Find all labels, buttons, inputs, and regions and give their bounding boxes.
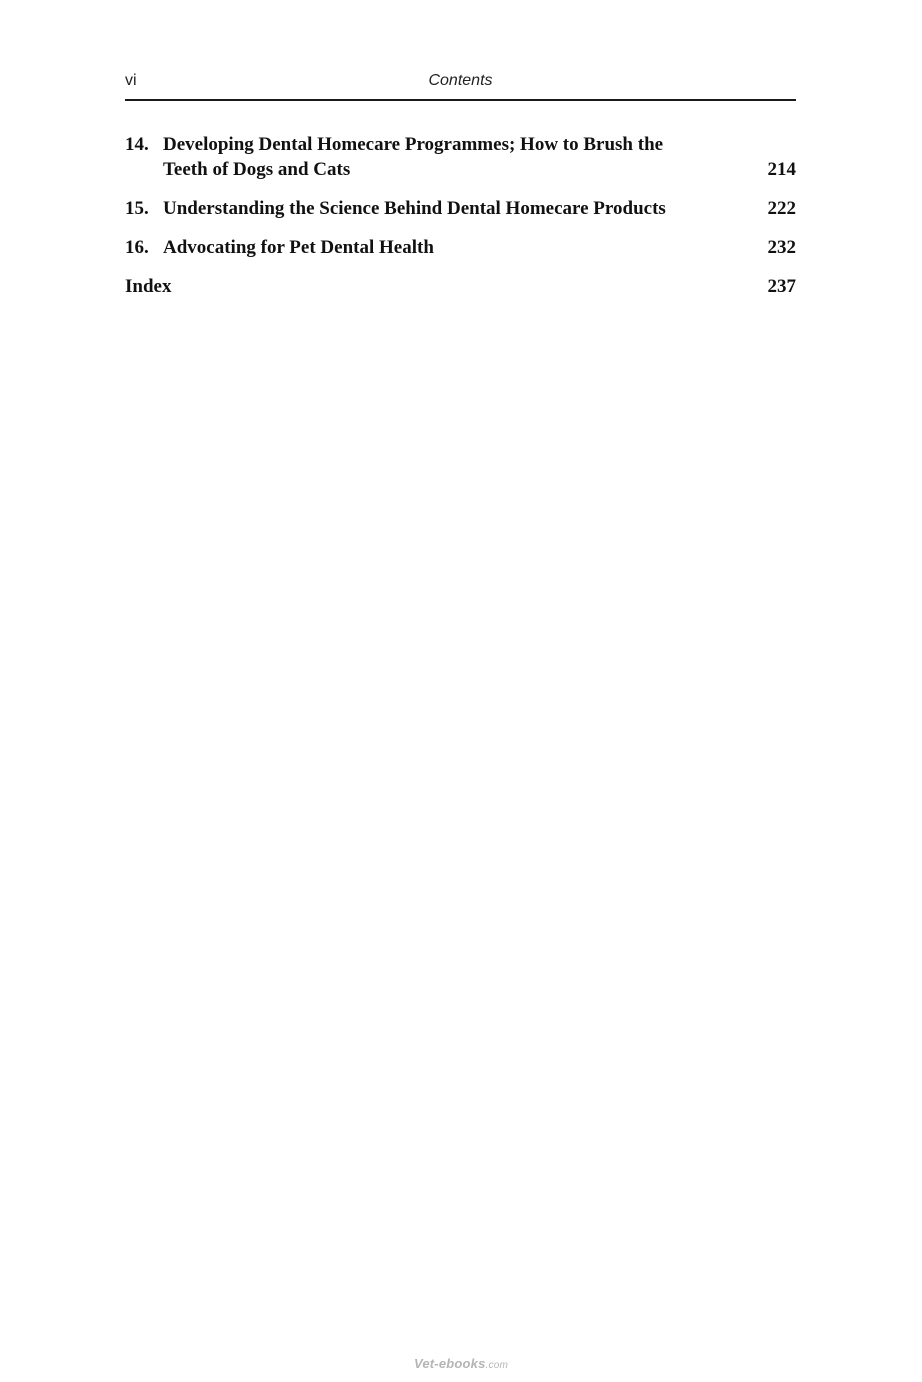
toc-entry-title: Index [125,276,172,297]
table-of-contents [125,132,796,313]
watermark-suffix: .com [485,1360,509,1371]
watermark-logo [0,1356,922,1371]
header-rule [125,99,796,101]
toc-entry[interactable] [125,196,796,221]
toc-entry-number: 15. [125,198,149,219]
toc-entry-number: 14. [125,134,149,155]
toc-entry-number: 16. [125,237,149,258]
toc-entry-title: Advocating for Pet Dental Health [163,237,434,258]
toc-entry[interactable] [125,132,796,182]
toc-entry-index[interactable] [125,274,796,299]
toc-entry-page: 237 [767,276,796,297]
toc-entry-title: Understanding the Science Behind Dental Homecare Products [163,198,666,219]
toc-entry-title: Developing Dental Homecare Programmes; How to Brush the Teeth of Dogs and Cats [163,134,664,180]
toc-entry[interactable] [125,235,796,260]
toc-entry-page: 232 [767,237,796,258]
watermark-text: Vet-ebooks [413,1356,486,1371]
toc-entry-page: 222 [767,198,796,219]
page-number: vi [125,72,137,89]
toc-entry-page: 214 [767,159,796,180]
running-head: Contents [428,72,493,89]
